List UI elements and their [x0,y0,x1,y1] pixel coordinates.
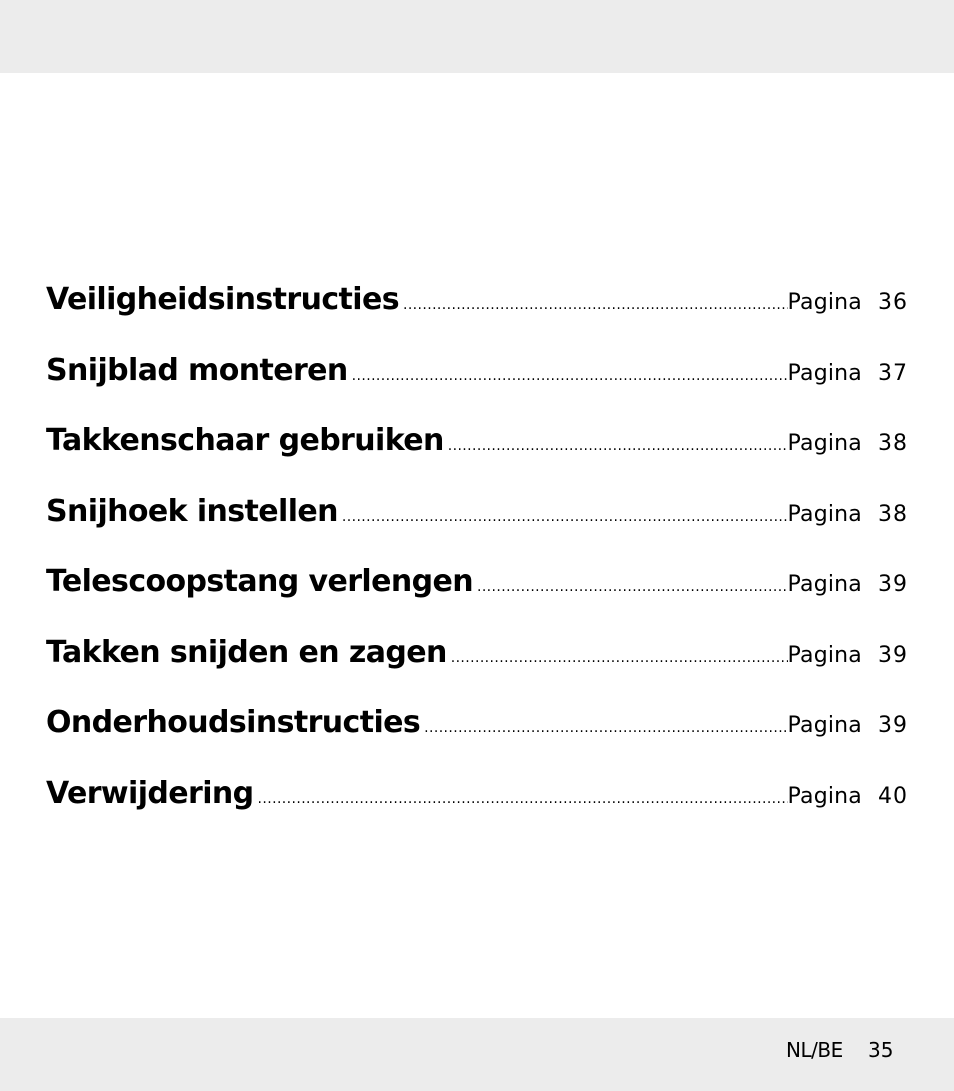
toc-page-number: 39 [878,572,908,597]
toc-dot-leader [342,510,788,524]
toc-page-label: Pagina [787,501,862,527]
toc-page-label: Pagina [787,290,862,315]
toc-dot-leader [424,721,787,735]
toc-entry-title: Snijhoek instellen [46,493,338,529]
toc-page-label: Pagina [787,572,862,597]
toc-page-number: 39 [878,642,908,668]
toc-dot-leader [258,792,788,806]
toc-entry-title: Verwijdering [46,775,254,811]
toc-entry-title: Snijblad monteren [46,352,348,388]
toc-page-number: 40 [878,783,908,809]
toc-page-label: Pagina [787,713,862,738]
toc-entry-title: Takkenschaar gebruiken [46,423,444,458]
toc-entry[interactable] [46,635,908,706]
toc-dot-leader [451,651,788,665]
toc-page-number: 38 [878,431,908,456]
toc-entry-title: Veiligheidsinstructies [46,282,399,317]
toc-dot-leader [352,369,788,383]
toc-entry[interactable] [46,564,908,635]
toc-entry-title: Takken snijden en zagen [46,634,447,670]
toc-entry[interactable] [46,353,908,424]
toc-page-number: 37 [878,360,908,386]
toc-page-number: 36 [878,290,908,315]
toc-entry[interactable] [46,423,908,494]
toc-dot-leader [448,439,788,453]
toc-page-label: Pagina [787,431,862,456]
footer-page-number: 35 [868,1038,894,1062]
toc-entry[interactable] [46,282,908,353]
toc-page-number: 39 [878,713,908,738]
toc-page-label: Pagina [787,783,862,809]
toc-entry-title: Telescoopstang verlengen [46,564,473,599]
toc-dot-leader [477,580,788,594]
table-of-contents [46,282,908,846]
toc-entry-title: Onderhoudsinstructies [46,705,421,740]
toc-page-label: Pagina [787,360,862,386]
toc-page-label: Pagina [787,642,862,668]
toc-entry[interactable] [46,776,908,847]
header-band [0,0,954,73]
footer-language-code: NL/BE [786,1038,843,1062]
toc-entry[interactable] [46,705,908,776]
toc-dot-leader [403,298,788,312]
toc-page-number: 38 [878,501,908,527]
toc-entry[interactable] [46,494,908,565]
